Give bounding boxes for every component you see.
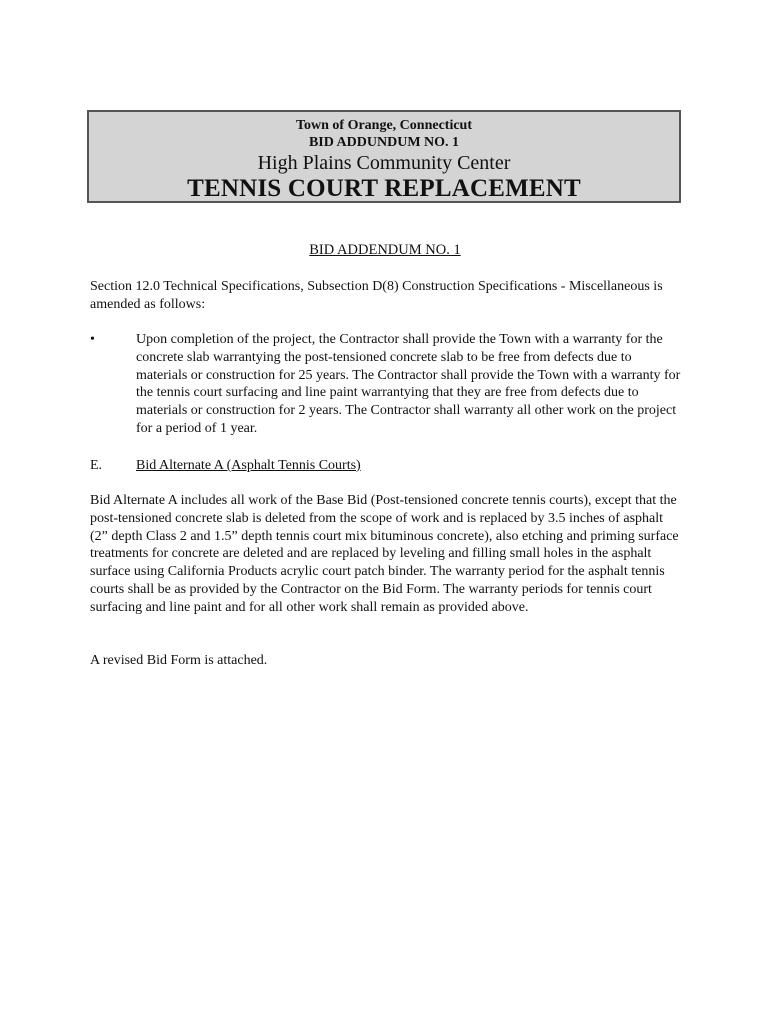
addendum-label: BID ADDUNDUM NO. 1: [308, 135, 460, 150]
intro-paragraph: Section 12.0 Technical Specifications, Subsection D(8) Construction Specifications - Miscellaneous is amended as follows:: [90, 279, 663, 312]
town-name: Town of Orange, Connecticut: [295, 118, 473, 133]
title-box: [87, 110, 681, 203]
project-title: TENNIS COURT REPLACEMENT: [187, 175, 581, 202]
bullet-icon: •: [90, 332, 95, 347]
facility-name: High Plains Community Center: [257, 152, 511, 174]
document-heading: BID ADDENDUM NO. 1: [309, 242, 461, 258]
section-title: Bid Alternate A (Asphalt Tennis Courts): [136, 458, 361, 473]
alternate-paragraph: Bid Alternate A includes all work of the Base Bid (Post-tensioned concrete tennis courts), except that the post-tensioned concrete slab is deleted from the scope of work and is replaced by 3.5 inches of asphalt (2” depth Class 2 and 1.5” depth tennis court mix bituminous concrete), also etching and priming surface treatments for concrete are deleted and are replaced by leveling and filling small holes in the asphalt surface using California Products acrylic court patch binder. The warranty period for the asphalt tennis courts shall be as provided by the Contractor on the Bid Form. The warranty periods for tennis court surfacing and line paint and for all other work shall remain as provided above.: [90, 493, 679, 615]
section-letter: E.: [90, 458, 103, 473]
warranty-bullet-text: Upon completion of the project, the Contractor shall provide the Town with a warranty for the concrete slab warrantying the post-tensioned concrete slab to be free from defects due to materials or construction for 25 years. The Contractor shall provide the Town with a warranty for the tennis court surfacing and line paint warrantying that they are free from defects due to materials or construction for 2 years. The Contractor shall warranty all other work on the project for a period of 1 year.: [136, 332, 681, 436]
closing-note: A revised Bid Form is attached.: [90, 653, 268, 668]
